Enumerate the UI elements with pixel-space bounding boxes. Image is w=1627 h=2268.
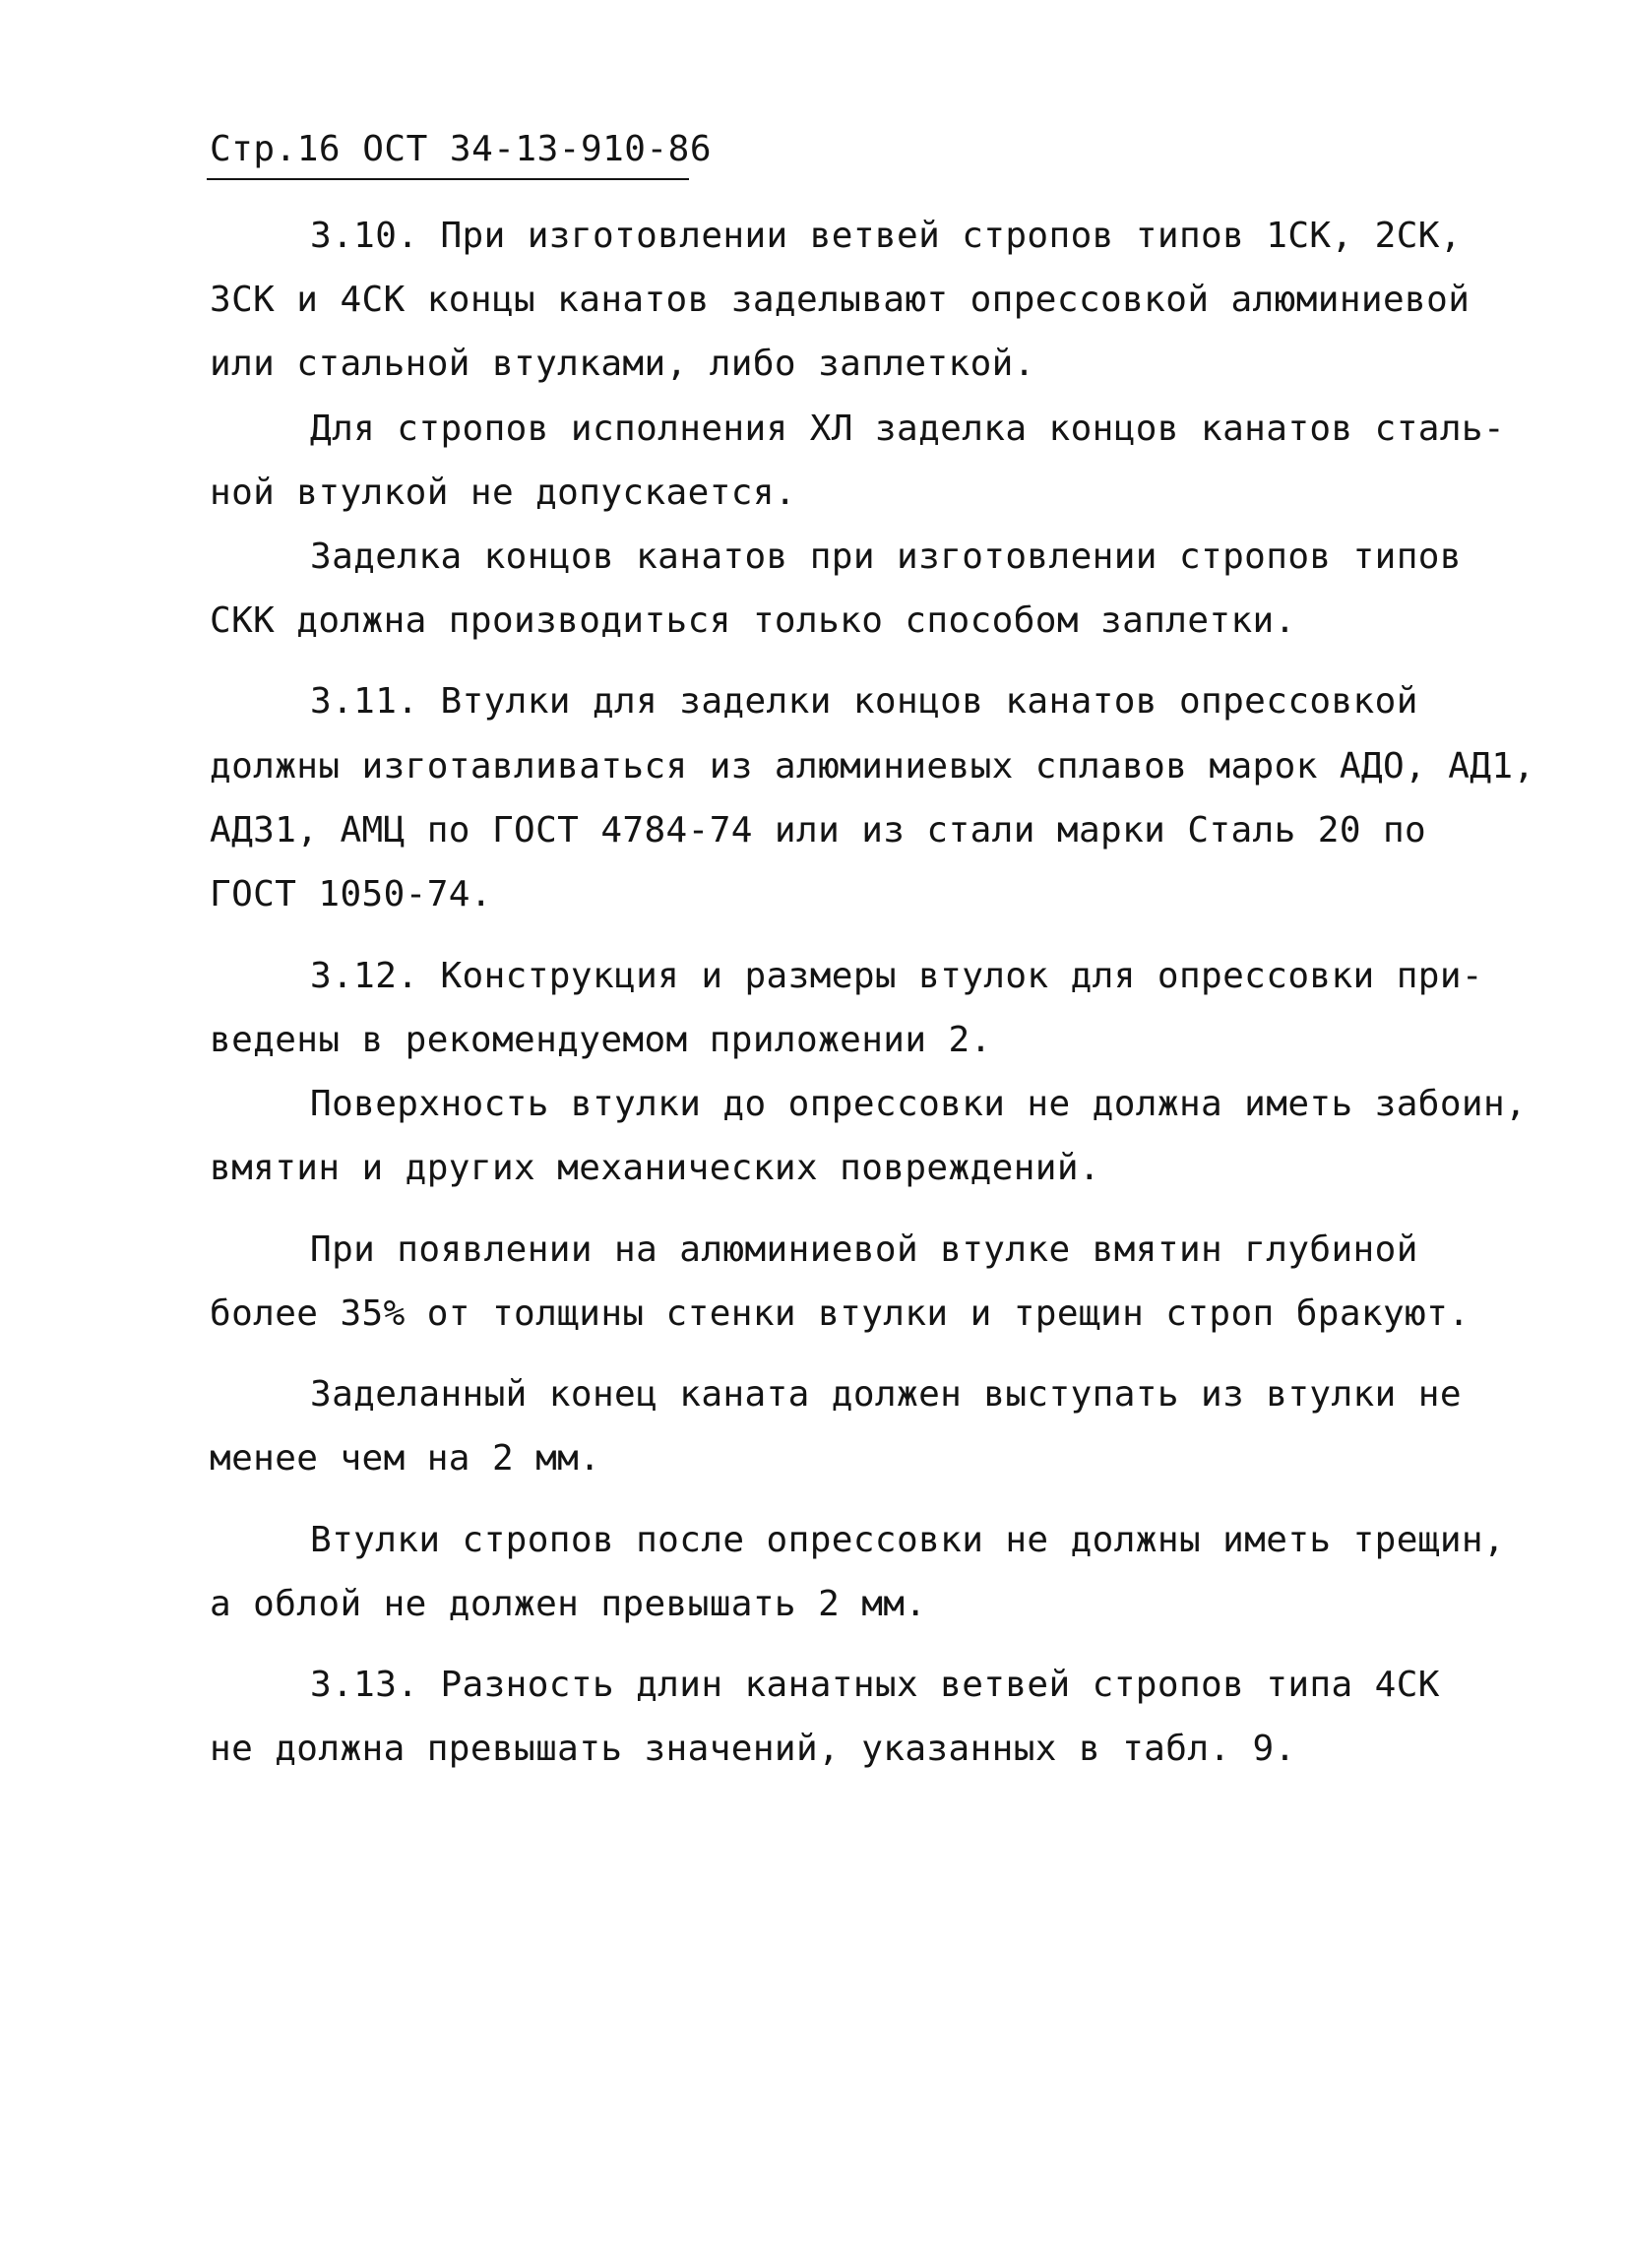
text-line: Заделанный конец каната должен выступать из втулки не [310,1374,1462,1415]
header-underline [207,178,689,180]
text-line: СКК должна производиться только способом заплетки. [210,600,1296,641]
text-line: Поверхность втулки до опрессовки не должна иметь забоин, [310,1084,1528,1124]
text-line: 3.11. Втулки для заделки концов канатов опрессовкой [310,681,1418,722]
page-header: Стр.16 ОСТ 34-13-910-86 [210,129,712,169]
text-line: должны изготавливаться из алюминиевых сплавов марок АДО, АД1, [210,746,1535,787]
text-line: 3.10. При изготовлении ветвей стропов типов 1СК, 2СК, [310,216,1462,256]
text-line: вмятин и других механических повреждений. [210,1148,1101,1188]
text-line: ной втулкой не допускается. [210,472,796,513]
text-line: 3.13. Разность длин канатных ветвей стропов типа 4СК [310,1665,1440,1705]
text-line: менее чем на 2 мм. [210,1438,601,1479]
text-line: 3СК и 4СК концы канатов заделывают опрессовкой алюминиевой [210,280,1471,320]
text-line: не должна превышать значений, указанных в табл. 9. [210,1729,1296,1769]
text-line: Заделка концов канатов при изготовлении стропов типов [310,536,1462,577]
text-line: 3.12. Конструкция и размеры втулок для опрессовки при- [310,956,1483,996]
text-line: или стальной втулками, либо заплеткой. [210,344,1035,384]
text-line: Втулки стропов после опрессовки не должны иметь трещин, [310,1520,1506,1560]
text-line: АД31, АМЦ по ГОСТ 4784-74 или из стали марки Сталь 20 по [210,810,1427,850]
text-line: При появлении на алюминиевой втулке вмятин глубиной [310,1229,1418,1270]
text-line: ГОСТ 1050-74. [210,874,492,914]
text-line: Для стропов исполнения ХЛ заделка концов канатов сталь- [310,409,1506,449]
text-line: а облой не должен превышать 2 мм. [210,1584,927,1624]
text-line: более 35% от толщины стенки втулки и трещин строп бракуют. [210,1293,1471,1334]
text-line: ведены в рекомендуемом приложении 2. [210,1020,992,1060]
